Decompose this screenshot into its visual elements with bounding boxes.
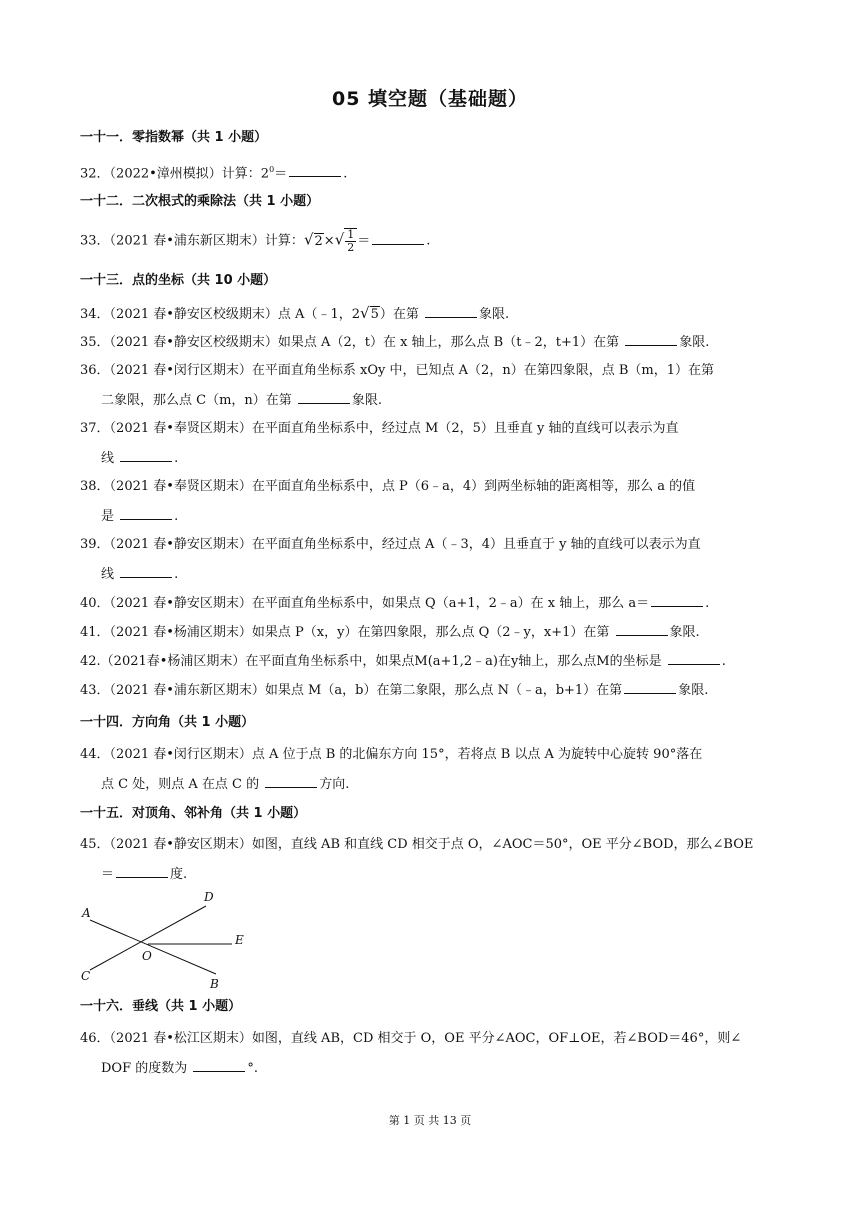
question-34: 34．（2021 春•静安区校级期末）点 A（﹣1，2√5）在第 象限.	[80, 304, 510, 322]
question-39-line1: 39．（2021 春•静安区期末）在平面直角坐标系中，经过点 A（﹣3，4）且垂直于 y 轴的直线可以表示为直	[80, 537, 701, 552]
section-heading-16: 一十六．垂线（共 1 小题）	[80, 999, 242, 1014]
question-35: 35．（2021 春•静安区校级期末）如果点 A（2，t）在 x 轴上，那么点 B（t﹣2，t+1）在第 象限.	[80, 335, 710, 350]
geometry-figure	[78, 884, 258, 992]
question-42: 42.（2021春•杨浦区期末）在平面直角坐标系中，如果点M(a+1,2﹣a)在y轴上，那么点M的坐标是 .	[80, 654, 726, 669]
answer-blank[interactable]	[298, 391, 350, 404]
label-a: A	[82, 906, 91, 920]
question-43: 43．（2021 春•浦东新区期末）如果点 M（a，b）在第二象限，那么点 N（﹣a，b+1）在第 象限.	[80, 683, 709, 698]
question-41: 41．（2021 春•杨浦区期末）如果点 P（x，y）在第四象限，那么点 Q（2﹣y，x+1）在第 象限.	[80, 625, 700, 640]
answer-blank[interactable]	[372, 232, 424, 245]
question-46-line1: 46．（2021 春•松江区期末）如图，直线 AB，CD 相交于 O，OE 平分∠AOC，OF⊥OE，若∠BOD＝46°，则∠	[80, 1031, 742, 1046]
question-44-line1: 44．（2021 春•闵行区期末）点 A 位于点 B 的北偏东方向 15°，若将点 B 以点 A 为旋转中心旋转 90°落在	[80, 747, 703, 762]
question-37-line1: 37．（2021 春•奉贤区期末）在平面直角坐标系中，经过点 M（2，5）且垂直 y 轴的直线可以表示为直	[80, 421, 679, 436]
line-ab	[90, 920, 216, 974]
question-33: 33．（2021 春•浦东新区期末）计算：√2×√ $\frac{1}{2}$ ＝ .	[80, 228, 431, 254]
question-45-line1: 45．（2021 春•静安区期末）如图，直线 AB 和直线 CD 相交于点 O，∠AOC＝50°，OE 平分∠BOD，那么∠BOE	[80, 837, 754, 852]
answer-blank[interactable]	[193, 1059, 245, 1072]
answer-blank[interactable]	[625, 333, 677, 346]
question-36-line2: 二象限，那么点 C（m，n）在第 象限.	[101, 393, 383, 408]
question-38-line2: 是 .	[101, 509, 179, 524]
answer-blank[interactable]	[616, 623, 668, 636]
label-d: D	[204, 890, 214, 904]
answer-blank[interactable]	[265, 775, 317, 788]
label-e: E	[235, 933, 244, 947]
answer-blank[interactable]	[651, 594, 703, 607]
question-37-line2: 线 .	[101, 451, 179, 466]
question-46-line2: DOF 的度数为 °.	[101, 1061, 259, 1076]
question-40: 40．（2021 春•静安区期末）在平面直角坐标系中，如果点 Q（a+1，2﹣a）在 x 轴上，那么 a＝ .	[80, 596, 710, 611]
section-heading-14: 一十四．方向角（共 1 小题）	[80, 715, 255, 730]
label-b: B	[210, 977, 219, 991]
fraction: $\frac{1}{2}$	[344, 228, 357, 254]
question-38-line1: 38．（2021 春•奉贤区期末）在平面直角坐标系中，点 P（6﹣a，4）到两坐标轴的距离相等，那么 a 的值	[80, 479, 696, 494]
answer-blank[interactable]	[120, 565, 172, 578]
answer-blank[interactable]	[668, 652, 720, 665]
question-32: 32．（2022•漳州模拟）计算：$2^0=$ .	[80, 165, 348, 182]
answer-blank[interactable]	[116, 865, 168, 878]
page-title: 05 填空题（基础题）	[331, 88, 529, 110]
question-45-line2: ＝ 度.	[101, 867, 188, 882]
section-heading-13: 一十三．点的坐标（共 10 小题）	[80, 273, 277, 288]
question-36-line1: 36．（2021 春•闵行区期末）在平面直角坐标系 xOy 中，已知点 A（2，n）在第四象限，点 B（m，1）在第	[80, 363, 714, 378]
section-heading-12: 一十二．二次根式的乘除法（共 1 小题）	[80, 194, 320, 209]
section-heading-11: 一十一．零指数幂（共 1 小题）	[80, 130, 268, 145]
answer-blank[interactable]	[624, 681, 676, 694]
answer-blank[interactable]	[120, 507, 172, 520]
question-44-line2: 点 C 处，则点 A 在点 C 的 方向.	[101, 777, 350, 792]
question-39-line2: 线 .	[101, 567, 179, 582]
answer-blank[interactable]	[120, 449, 172, 462]
label-c: C	[81, 969, 91, 983]
answer-blank[interactable]	[289, 164, 341, 177]
section-heading-15: 一十五．对顶角、邻补角（共 1 小题）	[80, 806, 307, 821]
label-o: O	[142, 949, 152, 963]
answer-blank[interactable]	[425, 305, 477, 318]
page-footer: 第 1 页 共 13 页	[388, 1114, 472, 1127]
